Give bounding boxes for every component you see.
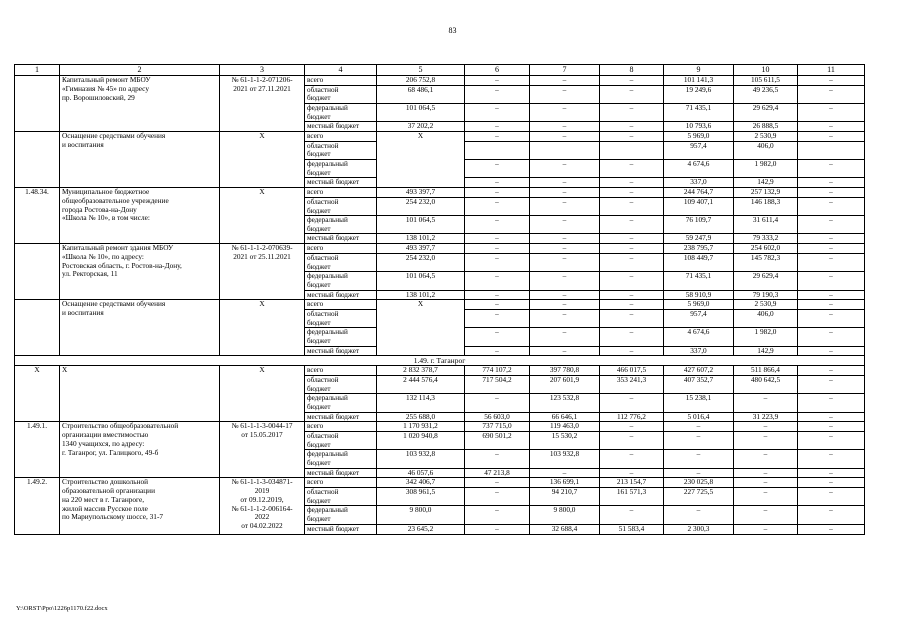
year-amount: 59 247,9 [664, 234, 734, 244]
year-amount: – [798, 346, 865, 356]
file-path-footer: Y:\ORST\Ppo\1226p1170.f22.docx [16, 605, 108, 612]
total-amount: 101 064,5 [377, 216, 465, 234]
funding-source: федеральный бюджет [305, 394, 377, 412]
item-number: 1.49.2. [15, 478, 60, 534]
total-amount: 2 444 576,4 [377, 376, 465, 394]
total-amount: 255 688,0 [377, 412, 465, 422]
total-amount: 23 645,2 [377, 524, 465, 534]
funding-source: всего [305, 132, 377, 142]
year-amount: – [530, 132, 600, 142]
year-amount: 238 795,7 [664, 244, 734, 254]
year-amount: – [664, 450, 734, 468]
year-amount: 29 629,4 [734, 104, 798, 122]
year-amount: – [798, 234, 865, 244]
year-amount: – [465, 310, 530, 328]
item-number [15, 76, 60, 132]
year-amount: 1 982,0 [734, 328, 798, 346]
year-amount: – [465, 188, 530, 198]
funding-source: федеральный бюджет [305, 160, 377, 178]
funding-source: местный бюджет [305, 234, 377, 244]
item-name: Капитальный ремонт МБОУ «Гимназия № 45» по адресу пр. Ворошиловский, 29 [60, 76, 220, 132]
year-amount: – [465, 450, 530, 468]
funding-source: областной бюджет [305, 376, 377, 394]
year-amount: – [798, 412, 865, 422]
section-title: 1.49. г. Таганрог [15, 356, 865, 366]
year-amount: 31 611,4 [734, 216, 798, 234]
year-amount: – [798, 394, 865, 412]
total-amount: 254 232,0 [377, 197, 465, 215]
year-amount: – [465, 85, 530, 103]
total-amount: 9 800,0 [377, 506, 465, 524]
year-amount: 406,0 [734, 141, 798, 159]
year-amount: – [465, 478, 530, 488]
year-amount: – [465, 394, 530, 412]
year-amount: 5 016,4 [664, 412, 734, 422]
year-amount: – [798, 328, 865, 346]
total-amount: 493 397,7 [377, 244, 465, 254]
year-amount: – [600, 253, 664, 271]
total-amount: X [377, 132, 465, 188]
funding-source: федеральный бюджет [305, 104, 377, 122]
year-amount: – [600, 188, 664, 198]
year-amount: 406,0 [734, 310, 798, 328]
year-amount: – [600, 132, 664, 142]
year-amount: 353 241,3 [600, 376, 664, 394]
expertise-conclusion: X [220, 366, 305, 422]
year-amount: – [798, 253, 865, 271]
year-amount [530, 141, 600, 159]
column-number: 6 [465, 65, 530, 76]
year-amount: – [530, 178, 600, 188]
page-number: 83 [448, 26, 457, 35]
item-name: Муниципальное бюджетное общеобразовательное учреждение города Ростова-на-Дону «Школа № 10», в том числе: [60, 188, 220, 244]
year-amount: – [465, 328, 530, 346]
funding-source: местный бюджет [305, 346, 377, 356]
year-amount: – [530, 76, 600, 86]
year-amount: 2 530,9 [734, 300, 798, 310]
year-amount: 10 793,6 [664, 122, 734, 132]
year-amount: 32 688,4 [530, 524, 600, 534]
year-amount: – [734, 432, 798, 450]
table-row [15, 478, 865, 488]
funding-source: всего [305, 366, 377, 376]
year-amount: – [530, 328, 600, 346]
year-amount: – [798, 468, 865, 478]
funding-source: местный бюджет [305, 412, 377, 422]
year-amount: 227 725,5 [664, 488, 734, 506]
item-name: Строительство дошкольной образовательной организации на 220 мест в г. Таганроге, жилой массив Русское поле по Мариупольскому шоссе, 31-7 [60, 478, 220, 534]
year-amount: – [734, 506, 798, 524]
year-amount: 29 629,4 [734, 272, 798, 290]
year-amount: 79 190,3 [734, 290, 798, 300]
total-amount: 103 932,8 [377, 450, 465, 468]
year-amount: 51 583,4 [600, 524, 664, 534]
year-amount: – [798, 450, 865, 468]
year-amount: 337,0 [664, 178, 734, 188]
year-amount: – [798, 432, 865, 450]
year-amount: 957,4 [664, 141, 734, 159]
year-amount: – [664, 432, 734, 450]
year-amount: – [734, 394, 798, 412]
year-amount: – [600, 76, 664, 86]
year-amount: 2 300,3 [664, 524, 734, 534]
funding-source: федеральный бюджет [305, 216, 377, 234]
year-amount: – [600, 122, 664, 132]
year-amount: – [664, 468, 734, 478]
year-amount: 112 776,2 [600, 412, 664, 422]
year-amount: 15 530,2 [530, 432, 600, 450]
funding-source: всего [305, 422, 377, 432]
year-amount: – [798, 300, 865, 310]
year-amount: 427 607,2 [664, 366, 734, 376]
table-row [15, 422, 865, 432]
year-amount: – [798, 478, 865, 488]
year-amount: – [600, 506, 664, 524]
year-amount: 47 213,8 [465, 468, 530, 478]
year-amount: – [465, 216, 530, 234]
year-amount: 79 333,2 [734, 234, 798, 244]
total-amount: 101 064,5 [377, 272, 465, 290]
year-amount: – [530, 104, 600, 122]
year-amount: – [798, 524, 865, 534]
year-amount: 480 642,5 [734, 376, 798, 394]
year-amount: 9 800,0 [530, 506, 600, 524]
year-amount: – [734, 450, 798, 468]
item-name: Оснащение средствами обучения и воспитания [60, 300, 220, 356]
year-amount: 737 715,0 [465, 422, 530, 432]
year-amount: 407 352,7 [664, 376, 734, 394]
year-amount: – [600, 300, 664, 310]
year-amount: 213 154,7 [600, 478, 664, 488]
year-amount: – [600, 104, 664, 122]
year-amount: 466 017,5 [600, 366, 664, 376]
table-row [15, 244, 865, 254]
column-number: 10 [734, 65, 798, 76]
year-amount: – [798, 132, 865, 142]
total-amount: 1 170 931,2 [377, 422, 465, 432]
item-number [15, 244, 60, 300]
year-amount: 337,0 [664, 346, 734, 356]
funding-source: областной бюджет [305, 85, 377, 103]
year-amount: – [798, 366, 865, 376]
total-amount: 342 406,7 [377, 478, 465, 488]
year-amount: – [465, 76, 530, 86]
year-amount: – [798, 272, 865, 290]
year-amount: 145 782,3 [734, 253, 798, 271]
year-amount: – [734, 488, 798, 506]
year-amount: – [664, 422, 734, 432]
year-amount: – [798, 290, 865, 300]
year-amount: 1 982,0 [734, 160, 798, 178]
year-amount: 26 888,5 [734, 122, 798, 132]
year-amount: – [798, 488, 865, 506]
total-amount: 68 486,1 [377, 85, 465, 103]
year-amount: – [530, 234, 600, 244]
year-amount: – [798, 85, 865, 103]
table-row [15, 76, 865, 86]
funding-source: всего [305, 188, 377, 198]
year-amount: – [600, 346, 664, 356]
year-amount: – [465, 488, 530, 506]
year-amount: – [798, 376, 865, 394]
year-amount: – [600, 197, 664, 215]
year-amount: 108 449,7 [664, 253, 734, 271]
year-amount: – [798, 197, 865, 215]
year-amount: 142,9 [734, 346, 798, 356]
total-amount: 138 101,2 [377, 234, 465, 244]
year-amount: 31 223,9 [734, 412, 798, 422]
year-amount: – [530, 188, 600, 198]
year-amount: 58 910,9 [664, 290, 734, 300]
funding-source: всего [305, 244, 377, 254]
table-row [15, 188, 865, 198]
column-number: 4 [305, 65, 377, 76]
column-number: 11 [798, 65, 865, 76]
year-amount: 123 532,8 [530, 394, 600, 412]
year-amount: 19 249,6 [664, 85, 734, 103]
year-amount: – [600, 328, 664, 346]
table-row [15, 366, 865, 376]
year-amount: 397 780,8 [530, 366, 600, 376]
year-amount: – [465, 290, 530, 300]
year-amount: 957,4 [664, 310, 734, 328]
funding-source: областной бюджет [305, 432, 377, 450]
year-amount: – [600, 272, 664, 290]
year-amount: 76 109,7 [664, 216, 734, 234]
year-amount: 56 603,0 [465, 412, 530, 422]
funding-source: местный бюджет [305, 524, 377, 534]
year-amount: – [530, 468, 600, 478]
item-number: X [15, 366, 60, 422]
column-number: 7 [530, 65, 600, 76]
column-number: 2 [60, 65, 220, 76]
table-row [15, 132, 865, 142]
funding-source: местный бюджет [305, 468, 377, 478]
funding-source: всего [305, 478, 377, 488]
year-amount: – [600, 422, 664, 432]
year-amount: 5 969,0 [664, 132, 734, 142]
year-amount: 2 530,9 [734, 132, 798, 142]
year-amount [600, 141, 664, 159]
year-amount: – [530, 310, 600, 328]
year-amount: – [530, 290, 600, 300]
funding-source: федеральный бюджет [305, 450, 377, 468]
year-amount: 146 188,3 [734, 197, 798, 215]
section-row [15, 356, 865, 366]
year-amount: 207 601,9 [530, 376, 600, 394]
year-amount: – [600, 178, 664, 188]
funding-source: местный бюджет [305, 122, 377, 132]
total-amount: 46 057,6 [377, 468, 465, 478]
total-amount: 1 020 940,8 [377, 432, 465, 450]
year-amount: 511 866,4 [734, 366, 798, 376]
year-amount: – [530, 300, 600, 310]
expertise-conclusion: X [220, 300, 305, 356]
item-name: Строительство общеобразовательной организации вместимостью 1340 учащихся, по адресу: г. Таганрог, ул. Галицкого, 49-б [60, 422, 220, 478]
year-amount: – [798, 160, 865, 178]
year-amount: – [734, 468, 798, 478]
funding-source: всего [305, 76, 377, 86]
year-amount: 254 602,0 [734, 244, 798, 254]
item-name: X [60, 366, 220, 422]
column-number: 5 [377, 65, 465, 76]
year-amount: – [600, 394, 664, 412]
funding-source: федеральный бюджет [305, 506, 377, 524]
expertise-conclusion: № 61-1-1-2-071206- 2021 от 27.11.2021 [220, 76, 305, 132]
year-amount: – [734, 478, 798, 488]
year-amount: 15 238,1 [664, 394, 734, 412]
year-amount: 105 611,5 [734, 76, 798, 86]
funding-source: областной бюджет [305, 310, 377, 328]
total-amount: 101 064,5 [377, 104, 465, 122]
funding-source: местный бюджет [305, 290, 377, 300]
year-amount: – [600, 432, 664, 450]
year-amount: – [600, 468, 664, 478]
year-amount: – [465, 104, 530, 122]
expertise-conclusion: № 61-1-1-3-034871- 2019 от 09.12.2019, № 61-1-1-2-006164- 2022 от 04.02.2022 [220, 478, 305, 534]
budget-table [14, 64, 865, 535]
year-amount: – [600, 160, 664, 178]
year-amount: – [530, 160, 600, 178]
funding-source: областной бюджет [305, 197, 377, 215]
year-amount: 94 210,7 [530, 488, 600, 506]
total-amount: 308 961,5 [377, 488, 465, 506]
year-amount: 136 699,1 [530, 478, 600, 488]
funding-source: областной бюджет [305, 141, 377, 159]
year-amount: – [530, 216, 600, 234]
year-amount: – [798, 188, 865, 198]
total-amount: 2 832 378,7 [377, 366, 465, 376]
year-amount: 4 674,6 [664, 328, 734, 346]
year-amount: – [465, 506, 530, 524]
year-amount: – [600, 244, 664, 254]
year-amount: – [664, 506, 734, 524]
year-amount: 257 132,9 [734, 188, 798, 198]
year-amount: – [530, 197, 600, 215]
funding-source: областной бюджет [305, 253, 377, 271]
year-amount: – [798, 104, 865, 122]
year-amount: – [465, 197, 530, 215]
year-amount: 101 141,3 [664, 76, 734, 86]
year-amount: – [465, 122, 530, 132]
year-amount: – [798, 178, 865, 188]
year-amount: – [465, 178, 530, 188]
year-amount: 717 504,2 [465, 376, 530, 394]
year-amount: – [798, 506, 865, 524]
total-amount: 37 202,2 [377, 122, 465, 132]
year-amount: – [600, 234, 664, 244]
expertise-conclusion: № 61-1-1-3-0044-17 от 15.05.2017 [220, 422, 305, 478]
column-number: 8 [600, 65, 664, 76]
total-amount: 132 114,3 [377, 394, 465, 412]
year-amount: – [465, 244, 530, 254]
item-number [15, 132, 60, 188]
item-name: Капитальный ремонт здания МБОУ «Школа № 10», по адресу: Ростовская область, г. Ростов-на-Дону, ул. Ректорская, 11 [60, 244, 220, 300]
year-amount [798, 141, 865, 159]
year-amount: – [530, 122, 600, 132]
year-amount: 5 969,0 [664, 300, 734, 310]
year-amount: – [798, 310, 865, 328]
expertise-conclusion: № 61-1-1-2-070639- 2021 от 25.11.2021 [220, 244, 305, 300]
year-amount: 244 764,7 [664, 188, 734, 198]
year-amount: – [465, 160, 530, 178]
year-amount: 119 463,0 [530, 422, 600, 432]
year-amount: – [530, 244, 600, 254]
total-amount: 254 232,0 [377, 253, 465, 271]
year-amount: – [734, 422, 798, 432]
column-number: 3 [220, 65, 305, 76]
year-amount: 690 501,2 [465, 432, 530, 450]
year-amount: – [530, 85, 600, 103]
year-amount: – [798, 122, 865, 132]
year-amount: – [798, 422, 865, 432]
year-amount: 103 932,8 [530, 450, 600, 468]
year-amount: – [465, 300, 530, 310]
funding-source: федеральный бюджет [305, 272, 377, 290]
item-number [15, 300, 60, 356]
year-amount: – [465, 272, 530, 290]
expertise-conclusion: X [220, 132, 305, 188]
total-amount: 493 397,7 [377, 188, 465, 198]
funding-source: всего [305, 300, 377, 310]
year-amount: 71 435,1 [664, 272, 734, 290]
column-number: 9 [664, 65, 734, 76]
year-amount: – [798, 216, 865, 234]
expertise-conclusion: X [220, 188, 305, 244]
year-amount: – [600, 290, 664, 300]
funding-source: областной бюджет [305, 488, 377, 506]
item-name: Оснащение средствами обучения и воспитания [60, 132, 220, 188]
year-amount: 49 236,5 [734, 85, 798, 103]
year-amount: – [734, 524, 798, 534]
total-amount: 206 752,8 [377, 76, 465, 86]
table-row [15, 300, 865, 310]
year-amount: – [600, 216, 664, 234]
year-amount [465, 141, 530, 159]
header-row [15, 65, 865, 76]
funding-source: федеральный бюджет [305, 328, 377, 346]
year-amount: – [600, 85, 664, 103]
column-number: 1 [15, 65, 60, 76]
year-amount: 66 646,1 [530, 412, 600, 422]
year-amount: – [798, 244, 865, 254]
year-amount: – [600, 450, 664, 468]
year-amount: – [465, 524, 530, 534]
item-number: 1.49.1. [15, 422, 60, 478]
year-amount: – [465, 346, 530, 356]
year-amount: – [530, 346, 600, 356]
year-amount: – [530, 272, 600, 290]
year-amount: – [530, 253, 600, 271]
year-amount: 230 025,8 [664, 478, 734, 488]
year-amount: 161 571,3 [600, 488, 664, 506]
year-amount: – [465, 253, 530, 271]
item-number: 1.48.34. [15, 188, 60, 244]
year-amount: 71 435,1 [664, 104, 734, 122]
funding-source: местный бюджет [305, 178, 377, 188]
year-amount: – [465, 132, 530, 142]
year-amount: – [465, 234, 530, 244]
year-amount: 774 107,2 [465, 366, 530, 376]
year-amount: 109 407,1 [664, 197, 734, 215]
year-amount: 142,9 [734, 178, 798, 188]
total-amount: 138 101,2 [377, 290, 465, 300]
year-amount: – [798, 76, 865, 86]
year-amount: 4 674,6 [664, 160, 734, 178]
total-amount: X [377, 300, 465, 356]
year-amount: – [600, 310, 664, 328]
